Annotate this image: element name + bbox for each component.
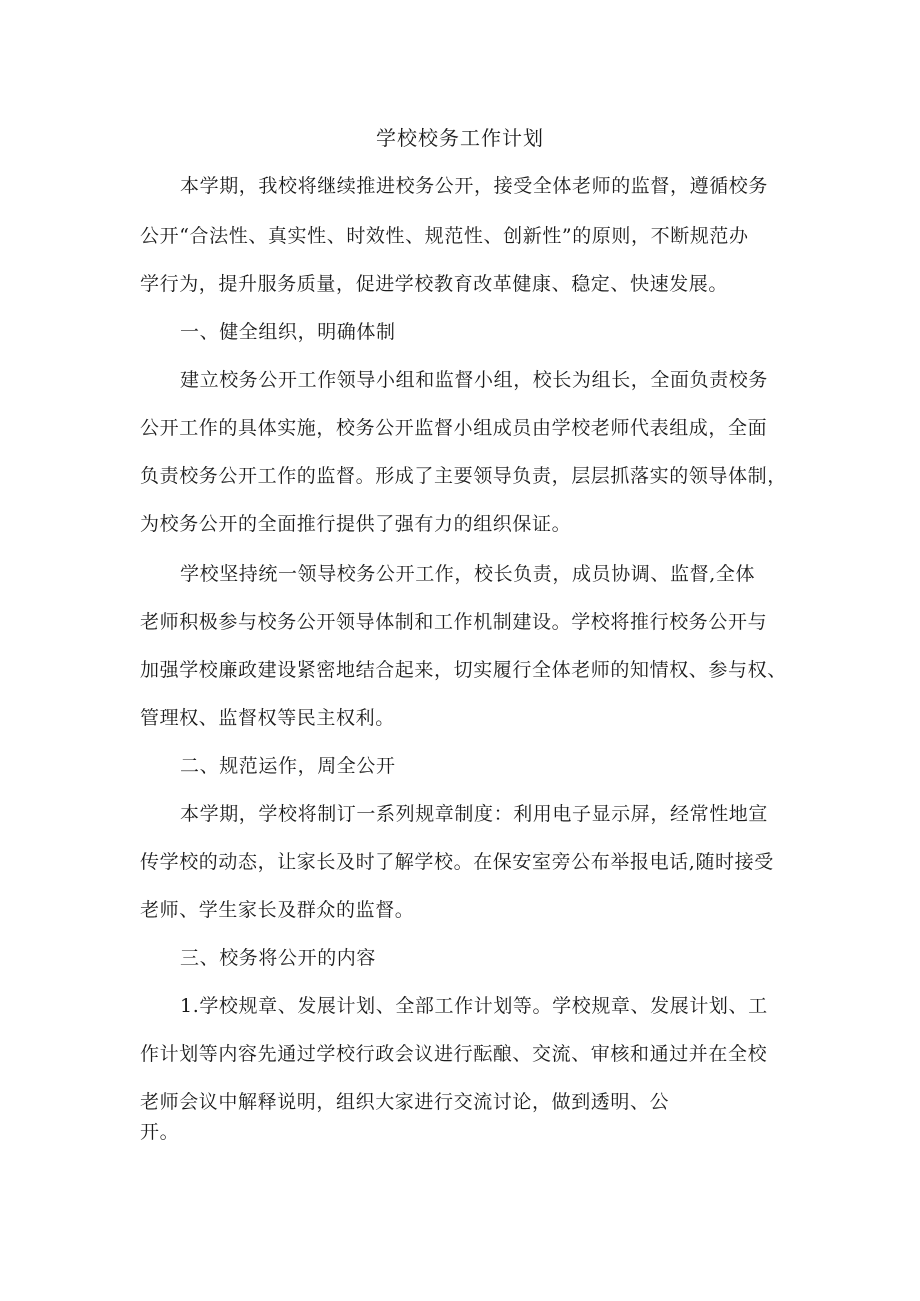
body-line: 传学校的动态，让家长及时了解学校。在保安室旁公布举报电话,随时接受: [140, 851, 774, 873]
body-line: 公开工作的具体实施，校务公开监督小组成员由学校老师代表组成，全面: [140, 417, 768, 439]
body-line: 老师会议中解释说明，组织大家进行交流讨论，做到透明、公: [140, 1091, 670, 1113]
body-line: 负责校务公开工作的监督。形成了主要领导负责，层层抓落实的领导体制，: [140, 465, 787, 487]
body-line: 本学期，学校将制订一系列规章制度：利用电子显示屏，经常性地宣: [180, 803, 769, 825]
body-line: 老师积极参与校务公开领导体制和工作机制建设。学校将推行校务公开与: [140, 611, 768, 633]
section-heading: 三、校务将公开的内容: [180, 947, 377, 969]
body-line: 管理权、监督权等民主权利。: [140, 707, 395, 729]
body-line: 建立校务公开工作领导小组和监督小组，校长为组长，全面负责校务: [180, 369, 769, 391]
body-line: 学校坚持统一领导校务公开工作，校长负责，成员协调、监督,全体: [180, 563, 756, 585]
body-line: 公开“合法性、真实性、时效性、规范性、创新性”的原则，不断规范办: [140, 225, 749, 247]
document-title: 学校校务工作计划: [376, 126, 544, 150]
body-line: 为校务公开的全面推行提供了强有力的组织保证。: [140, 513, 572, 535]
body-line: 学行为，提升服务质量，促进学校教育改革健康、稳定、快速发展。: [140, 273, 729, 295]
body-line: 加强学校廉政建设紧密地结合起来，切实履行全体老师的知情权、参与权、: [140, 659, 787, 681]
section-heading: 二、规范运作，周全公开: [180, 755, 396, 777]
body-line: 老师、学生家长及群众的监督。: [140, 899, 415, 921]
body-line: 开。: [140, 1121, 180, 1143]
body-line: 本学期，我校将继续推进校务公开，接受全体老师的监督，遵循校务: [180, 175, 769, 197]
body-line: 1.学校规章、发展计划、全部工作计划等。学校规章、发展计划、工: [180, 995, 768, 1017]
body-line: 作计划等内容先通过学校行政会议进行酝酿、交流、审核和通过并在全校: [140, 1043, 768, 1065]
section-heading: 一、健全组织，明确体制: [180, 321, 396, 343]
